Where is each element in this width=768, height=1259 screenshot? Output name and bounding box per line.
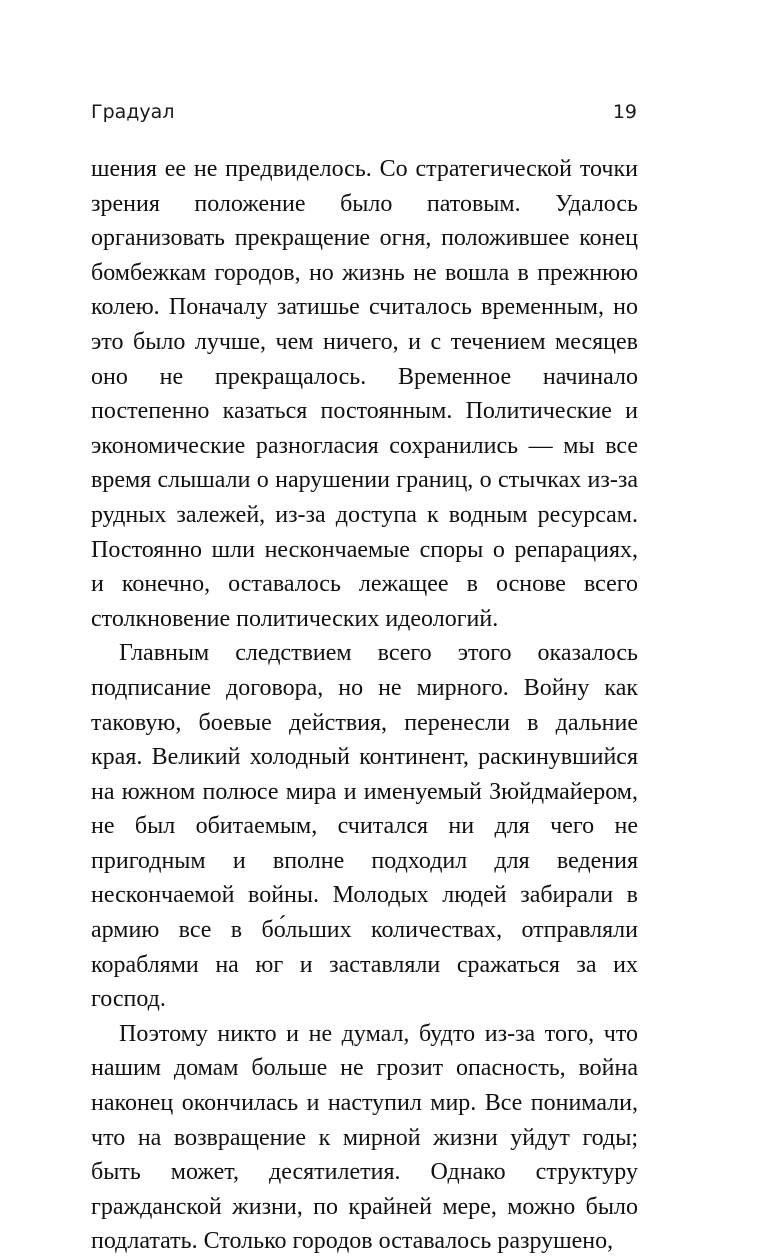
paragraph-3: Поэтому никто и не думал, будто из-за того, что нашим домам больше не грозит опасность, война наконец окончилась и наступил мир. Все понимали, что на возвращение к мирной жизни уйдут годы; быть может, десятилетия. Однако структуру гражданской жизни, по крайней мере, можно было подлатать. Столько городов оставалось разрушено,: [91, 1020, 638, 1255]
body-text: [91, 152, 638, 1259]
running-head-title: Градуал: [91, 101, 175, 123]
page-number: 19: [612, 101, 637, 123]
paragraph-2: Главным следствием всего этого оказалось подписание договора, но не мирного. Войну как таковую, боевые действия, перенесли в дальние края. Великий холодный континент, раскинувшийся на южном полюсе мира и именуемый Зюйдмайером, не был обитаемым, считался ни для чего не пригодным и вполне подходил для ведения нескончаемой войны. Молодых людей забирали в армию все в бо́льших количествах, отправляли кораблями на юг и заставляли сражаться за их господ.: [91, 640, 638, 1013]
paragraph-1: шения ее не предвиделось. Со стратегической точки зрения положение было патовым. Удалось организовать прекращение огня, положившее конец бомбежкам городов, но жизнь не вошла в прежнюю колею. Поначалу затишье считалось временным, но это было лучше, чем ничего, и с течением месяцев оно не прекращалось. Временное начинало постепенно казаться постоянным. Политические и экономические разногласия сохранились — мы все время слышали о нарушении границ, о стычках из-за рудных залежей, из-за доступа к водным ресурсам. Постоянно шли нескончаемые споры о репарациях, и конечно, оставалось лежащее в основе всего столкновение политических идеологий.: [91, 156, 638, 632]
